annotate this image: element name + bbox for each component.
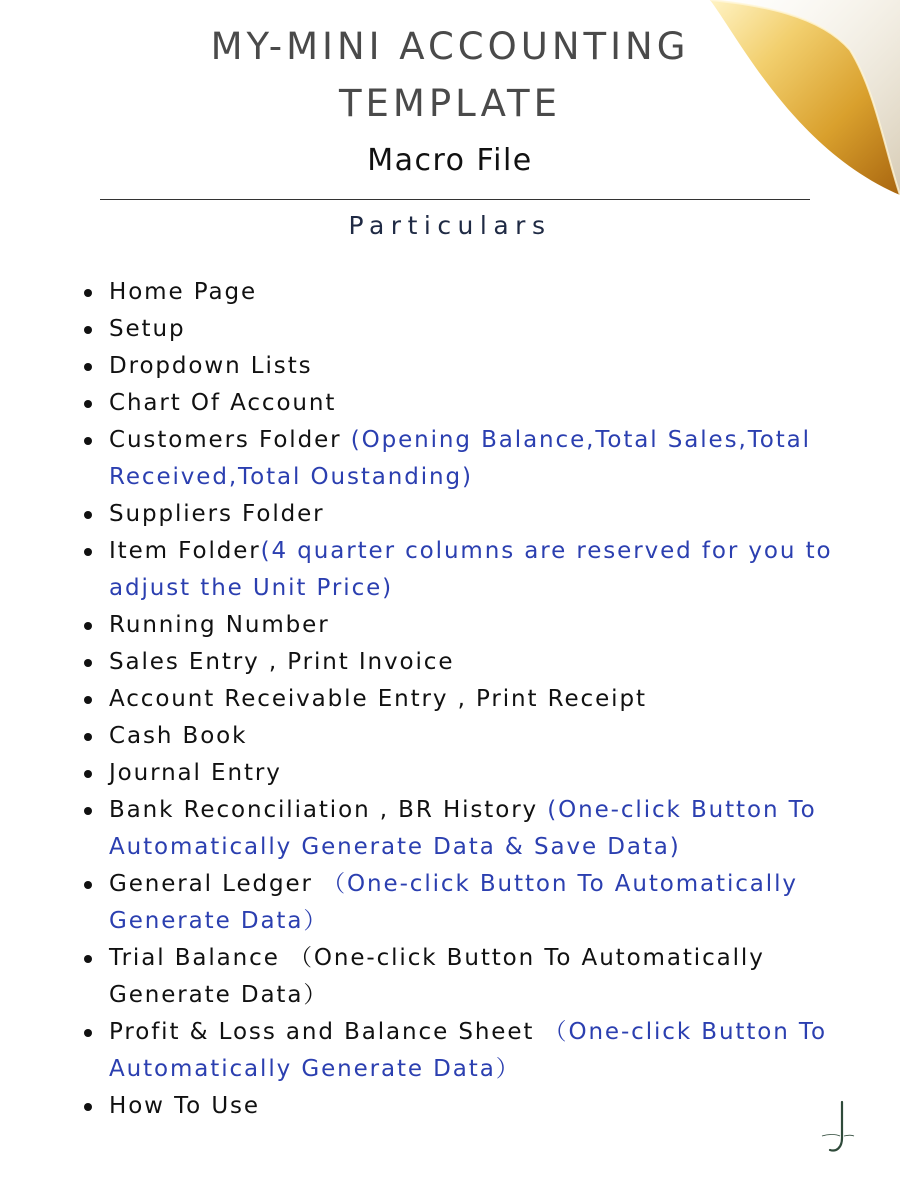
list-item: [0, 644, 844, 681]
bullet-icon: [84, 881, 92, 889]
bullet-icon: [84, 1029, 92, 1037]
list-item: [0, 422, 844, 496]
item-label: Setup: [109, 316, 186, 342]
j-monogram-logo: [818, 1098, 858, 1156]
item-label: Running Number: [109, 612, 330, 638]
item-note: （One-click Button To Automatically Generate Data）: [109, 871, 798, 934]
item-note: (One-click Button To Automatically Generate Data & Save Data): [109, 797, 817, 860]
bullet-icon: [84, 659, 92, 667]
item-label: Account Receivable Entry , Print Receipt: [109, 686, 647, 712]
item-note: （One-click Button To Automatically Generate Data）: [109, 1019, 827, 1082]
bullet-icon: [84, 770, 92, 778]
list-item: [0, 348, 844, 385]
bullet-icon: [84, 622, 92, 630]
item-label: Sales Entry , Print Invoice: [109, 649, 455, 675]
item-label: Dropdown Lists: [109, 353, 313, 379]
bullet-icon: [84, 437, 92, 445]
item-note: (4 quarter columns are reserved for you to adjust the Unit Price): [109, 538, 833, 601]
list-item: [0, 755, 844, 792]
list-item: [0, 496, 844, 533]
item-label: Home Page: [109, 279, 258, 305]
bullet-icon: [84, 955, 92, 963]
item-label: Profit & Loss and Balance Sheet: [109, 1019, 544, 1045]
item-label: Trial Balance （One-click Button To Automatically Generate Data）: [109, 945, 765, 1008]
list-item: [0, 1014, 844, 1088]
list-item: [0, 681, 844, 718]
particulars-list: [0, 274, 900, 1125]
item-label: How To Use: [109, 1093, 260, 1119]
divider: [100, 199, 810, 200]
bullet-icon: [84, 1103, 92, 1111]
page-title-line-1: MY-MINI ACCOUNTING: [210, 25, 690, 68]
item-note: (Opening Balance,Total Sales,Total Received,Total Oustanding): [109, 427, 811, 490]
list-item: [0, 718, 844, 755]
item-label: Cash Book: [109, 723, 248, 749]
list-item: [0, 866, 844, 940]
bullet-icon: [84, 400, 92, 408]
page-subtitle: Macro File: [367, 143, 533, 178]
list-item: [0, 940, 844, 1014]
list-item: [0, 274, 844, 311]
list-item: [0, 311, 844, 348]
list-item: [0, 607, 844, 644]
item-label: Item Folder: [109, 538, 261, 564]
item-label: Journal Entry: [109, 760, 282, 786]
list-item: [0, 533, 844, 607]
bullet-icon: [84, 511, 92, 519]
bullet-icon: [84, 733, 92, 741]
list-item: [0, 792, 844, 866]
page-title-line-2: TEMPLATE: [338, 82, 562, 125]
item-label: Suppliers Folder: [109, 501, 325, 527]
bullet-icon: [84, 326, 92, 334]
list-item: [0, 385, 844, 422]
item-label: General Ledger: [109, 871, 323, 897]
list-item: [0, 1088, 844, 1125]
section-heading: Particulars: [348, 211, 552, 240]
item-label: Chart Of Account: [109, 390, 337, 416]
bullet-icon: [84, 548, 92, 556]
bullet-icon: [84, 289, 92, 297]
bullet-icon: [84, 696, 92, 704]
item-label: Customers Folder: [109, 427, 351, 453]
bullet-icon: [84, 807, 92, 815]
bullet-icon: [84, 363, 92, 371]
item-label: Bank Reconciliation , BR History: [109, 797, 548, 823]
